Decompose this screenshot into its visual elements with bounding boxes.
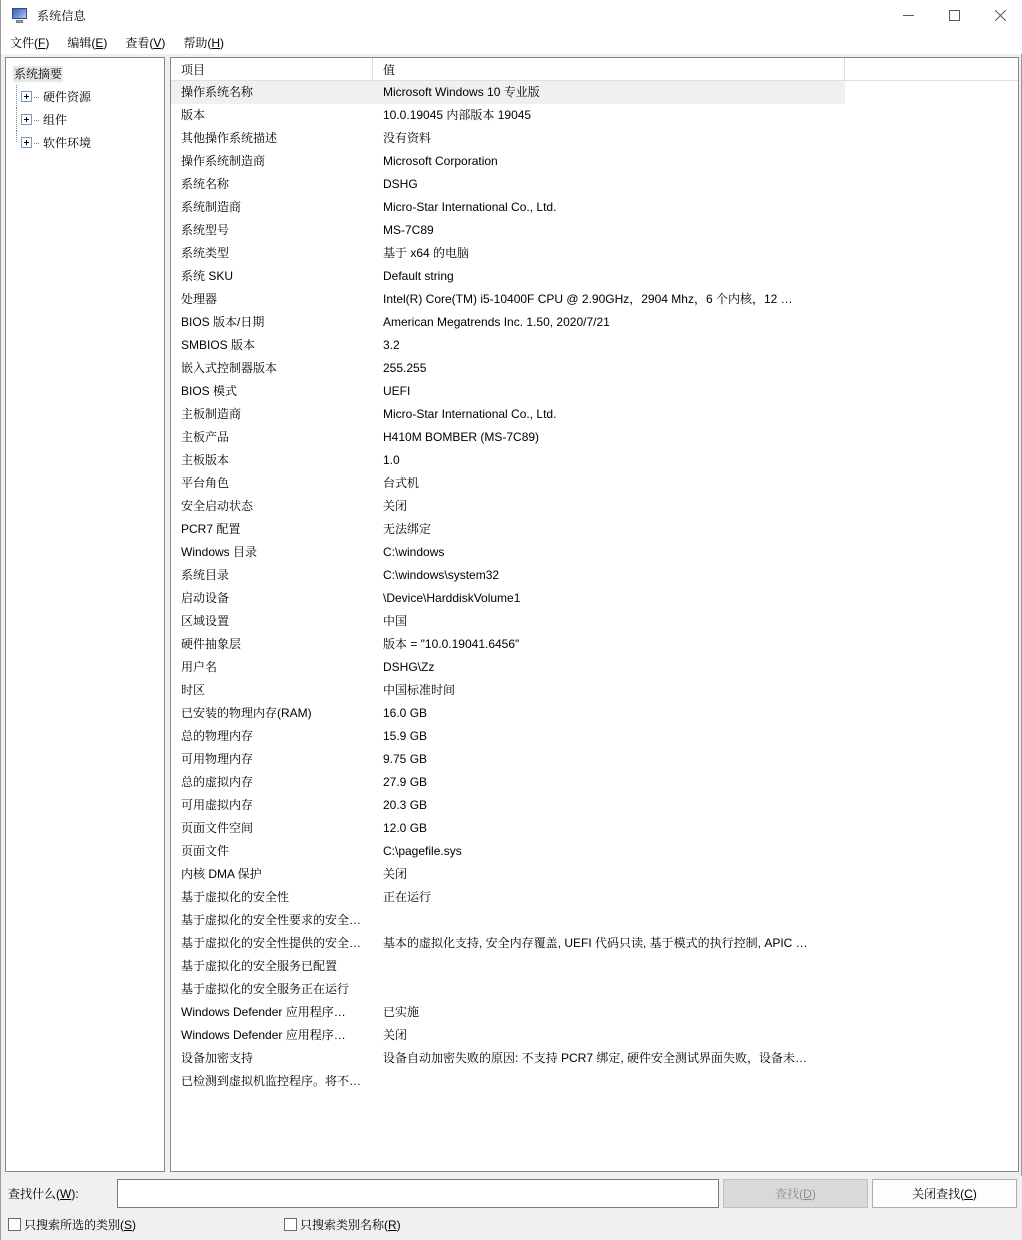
row-item-label: 基于虚拟化的安全性提供的安全… — [181, 936, 362, 950]
row-item-label: 处理器 — [181, 292, 218, 306]
menu-bar — [1, 31, 1022, 54]
row-item-label: PCR7 配置 — [181, 522, 241, 536]
row-item-label: 系统名称 — [181, 177, 230, 191]
table-row[interactable] — [171, 679, 1018, 702]
row-value: Microsoft Windows 10 专业版 — [383, 85, 540, 99]
tree-item-software-environment[interactable] — [6, 131, 164, 154]
row-item-label: 基于虚拟化的安全服务已配置 — [181, 959, 338, 973]
maximize-icon[interactable] — [931, 0, 977, 31]
close-icon[interactable] — [977, 0, 1022, 31]
row-value: Micro-Star International Co., Ltd. — [383, 200, 557, 214]
plus-icon[interactable] — [21, 91, 32, 102]
list-header — [171, 58, 1018, 81]
table-row[interactable] — [171, 771, 1018, 794]
table-row[interactable] — [171, 518, 1018, 541]
tree-connector — [12, 108, 21, 131]
table-row[interactable] — [171, 495, 1018, 518]
title-bar — [1, 0, 1022, 31]
monitor-icon — [12, 7, 29, 24]
checkbox-box[interactable] — [284, 1218, 297, 1231]
row-item-label: 基于虚拟化的安全服务正在运行 — [181, 982, 350, 996]
table-row[interactable] — [171, 633, 1018, 656]
row-value: 已实施 — [383, 1005, 420, 1019]
row-item-label: 页面文件空间 — [181, 821, 254, 835]
row-value — [373, 978, 383, 1001]
row-value: 15.9 GB — [383, 729, 428, 743]
row-value — [373, 955, 383, 978]
checkbox-box[interactable] — [8, 1218, 21, 1231]
table-row[interactable] — [171, 978, 1018, 1001]
table-row[interactable] — [171, 932, 1018, 955]
table-row[interactable] — [171, 449, 1018, 472]
row-item-label: 用户名 — [181, 660, 218, 674]
window-title: 系统信息 — [37, 9, 86, 23]
row-item-label: 内核 DMA 保护 — [181, 867, 262, 881]
plus-icon[interactable] — [21, 137, 32, 148]
row-item-label: 操作系统名称 — [181, 85, 254, 99]
menu-item-file[interactable]: 文件(F) — [10, 36, 50, 50]
row-item-label: 其他操作系统描述 — [181, 131, 278, 145]
row-item-label: BIOS 模式 — [181, 384, 238, 398]
category-tree-panel — [5, 57, 165, 1172]
row-value: 设备自动加密失败的原因: 不支持 PCR7 绑定, 硬件安全测试界面失败，设备未… — [383, 1051, 808, 1065]
row-item-label: Windows 目录 — [181, 545, 258, 559]
table-row[interactable] — [171, 1070, 1018, 1093]
tree-item-label: 系统摘要 — [14, 66, 63, 81]
row-value: 无法绑定 — [383, 522, 432, 536]
row-item-label: Windows Defender 应用程序… — [181, 1028, 346, 1042]
row-value: American Megatrends Inc. 1.50, 2020/7/21 — [383, 315, 610, 329]
row-value: Intel(R) Core(TM) i5-10400F CPU @ 2.90GHz，2904 Mhz，6 个内核，12 … — [383, 292, 793, 306]
row-value: 1.0 — [383, 453, 400, 467]
table-row[interactable] — [171, 265, 1018, 288]
row-item-label: SMBIOS 版本 — [181, 338, 256, 352]
row-item-label: 时区 — [181, 683, 206, 697]
table-row[interactable] — [171, 311, 1018, 334]
table-row[interactable] — [171, 81, 845, 104]
checkbox-label: 只搜索所选的类别(S) — [24, 1218, 137, 1232]
row-item-label: Windows Defender 应用程序… — [181, 1005, 346, 1019]
tree-item-hardware-resources[interactable] — [6, 85, 164, 108]
row-item-label: 操作系统制造商 — [181, 154, 266, 168]
row-value: Default string — [383, 269, 454, 283]
row-value: C:\windows — [383, 545, 445, 559]
tree-item-label: 硬件资源 — [43, 89, 92, 104]
column-header-value[interactable]: 值 — [373, 58, 845, 81]
row-value: 台式机 — [383, 476, 420, 490]
checkbox-search-category-names[interactable] — [284, 1216, 401, 1233]
table-row[interactable] — [171, 610, 1018, 633]
table-row[interactable] — [171, 472, 1018, 495]
row-item-label: 系统目录 — [181, 568, 230, 582]
tree-root — [6, 58, 164, 154]
table-row[interactable] — [171, 863, 1018, 886]
tree-connector — [12, 85, 21, 108]
table-row[interactable] — [171, 150, 1018, 173]
row-value: Microsoft Corporation — [383, 154, 498, 168]
details-list-panel — [170, 57, 1019, 1172]
table-row[interactable] — [171, 127, 1018, 150]
table-row[interactable] — [171, 380, 1018, 403]
row-item-label: 总的虚拟内存 — [181, 775, 254, 789]
row-item-label: 系统类型 — [181, 246, 230, 260]
table-row[interactable] — [171, 1047, 1018, 1070]
table-row[interactable] — [171, 357, 1018, 380]
menu-item-edit[interactable]: 编辑(E) — [67, 36, 108, 50]
row-item-label: BIOS 版本/日期 — [181, 315, 265, 329]
row-value: 版本 = "10.0.19041.6456" — [383, 637, 520, 651]
row-value: Micro-Star International Co., Ltd. — [383, 407, 557, 421]
row-item-label: 版本 — [181, 108, 206, 122]
row-item-label: 主板版本 — [181, 453, 230, 467]
tree-connector-dash — [34, 120, 40, 121]
table-row[interactable] — [171, 840, 1018, 863]
row-item-label: 设备加密支持 — [181, 1051, 254, 1065]
row-value: 关闭 — [383, 867, 408, 881]
table-row[interactable] — [171, 288, 1018, 311]
table-row[interactable] — [171, 1001, 1018, 1024]
row-item-label: 可用虚拟内存 — [181, 798, 254, 812]
minimize-icon[interactable] — [885, 0, 931, 31]
tree-connector — [12, 131, 21, 154]
row-item-label: 系统型号 — [181, 223, 230, 237]
row-value: 基于 x64 的电脑 — [383, 246, 470, 260]
row-item-label: 可用物理内存 — [181, 752, 254, 766]
tree-item-label: 软件环境 — [43, 135, 92, 150]
tree-item-label: 组件 — [43, 112, 68, 127]
table-row[interactable] — [171, 955, 1018, 978]
row-item-label: 系统 SKU — [181, 269, 234, 283]
row-value: DSHG — [383, 177, 418, 191]
row-item-label: 区域设置 — [181, 614, 230, 628]
table-row[interactable] — [171, 1024, 1018, 1047]
table-row[interactable] — [171, 748, 1018, 771]
row-value: 27.9 GB — [383, 775, 428, 789]
row-value: 10.0.19045 内部版本 19045 — [383, 108, 532, 122]
row-value: 255.255 — [383, 361, 427, 375]
table-row[interactable] — [171, 196, 1018, 219]
table-row[interactable] — [171, 794, 1018, 817]
row-value: 12.0 GB — [383, 821, 428, 835]
table-row[interactable] — [171, 334, 1018, 357]
table-row[interactable] — [171, 104, 1018, 127]
row-item-label: 已检测到虚拟机监控程序。将不… — [181, 1074, 362, 1088]
row-item-label: 主板产品 — [181, 430, 230, 444]
row-value: C:\pagefile.sys — [383, 844, 462, 858]
row-item-label: 启动设备 — [181, 591, 230, 605]
row-value: 20.3 GB — [383, 798, 428, 812]
checkbox-label: 只搜索类别名称(R) — [300, 1218, 401, 1232]
row-value: 没有资料 — [383, 131, 432, 145]
row-value: 关闭 — [383, 499, 408, 513]
row-value: C:\windows\system32 — [383, 568, 500, 582]
row-value: 关闭 — [383, 1028, 408, 1042]
checkbox-search-selected-category[interactable] — [8, 1216, 136, 1233]
table-row[interactable] — [171, 656, 1018, 679]
row-value: 基本的虚拟化支持, 安全内存覆盖, UEFI 代码只读, 基于模式的执行控制, APIC … — [383, 936, 808, 950]
table-row[interactable] — [171, 564, 1018, 587]
row-value: H410M BOMBER (MS-7C89) — [383, 430, 540, 444]
list-rows — [171, 81, 1018, 1093]
table-row[interactable] — [171, 886, 1018, 909]
row-value — [373, 1070, 383, 1093]
tree-connector-dash — [34, 143, 40, 144]
row-item-label: 已安装的物理内存(RAM) — [181, 706, 312, 720]
tree-item-components[interactable] — [6, 108, 164, 131]
table-row[interactable] — [171, 909, 1018, 932]
menu-item-help[interactable]: 帮助(H) — [183, 36, 225, 50]
row-item-label: 页面文件 — [181, 844, 230, 858]
row-item-label: 基于虚拟化的安全性要求的安全… — [181, 913, 362, 927]
row-value: 正在运行 — [383, 890, 432, 904]
find-input[interactable] — [117, 1179, 719, 1208]
row-value: 16.0 GB — [383, 706, 428, 720]
table-row[interactable] — [171, 725, 1018, 748]
column-header-item[interactable]: 项目 — [171, 58, 373, 81]
row-value: \Device\HarddiskVolume1 — [383, 591, 521, 605]
table-row[interactable] — [171, 219, 1018, 242]
row-item-label: 基于虚拟化的安全性 — [181, 890, 290, 904]
row-item-label: 硬件抽象层 — [181, 637, 242, 651]
table-row[interactable] — [171, 242, 1018, 265]
close-find-button[interactable]: 关闭查找( C ) — [872, 1179, 1017, 1208]
plus-icon[interactable] — [21, 114, 32, 125]
row-value: 9.75 GB — [383, 752, 428, 766]
window-controls — [885, 0, 1022, 31]
table-row[interactable] — [171, 587, 1018, 610]
row-value — [373, 909, 383, 932]
row-item-label: 主板制造商 — [181, 407, 242, 421]
row-item-label: 嵌入式控制器版本 — [181, 361, 278, 375]
row-value: UEFI — [383, 384, 411, 398]
find-label: 查找什么(W): — [8, 1187, 79, 1201]
table-row[interactable] — [171, 173, 1018, 196]
row-value: 3.2 — [383, 338, 400, 352]
find-button[interactable]: 查找( D ) — [723, 1179, 868, 1208]
row-item-label: 平台角色 — [181, 476, 230, 490]
table-row[interactable] — [171, 426, 1018, 449]
row-value: DSHG\Zz — [383, 660, 435, 674]
table-row[interactable] — [171, 541, 1018, 564]
row-value: MS-7C89 — [383, 223, 434, 237]
row-item-label: 系统制造商 — [181, 200, 242, 214]
menu-item-view[interactable]: 查看(V) — [125, 36, 166, 50]
table-row[interactable] — [171, 403, 1018, 426]
table-row[interactable] — [171, 702, 1018, 725]
table-row[interactable] — [171, 817, 1018, 840]
tree-item-system-summary[interactable] — [6, 62, 164, 85]
row-value: 中国 — [383, 614, 408, 628]
row-item-label: 总的物理内存 — [181, 729, 254, 743]
row-value: 中国标准时间 — [383, 683, 456, 697]
tree-connector-dash — [34, 97, 40, 98]
column-header-spacer — [845, 58, 1018, 81]
row-item-label: 安全启动状态 — [181, 499, 254, 513]
